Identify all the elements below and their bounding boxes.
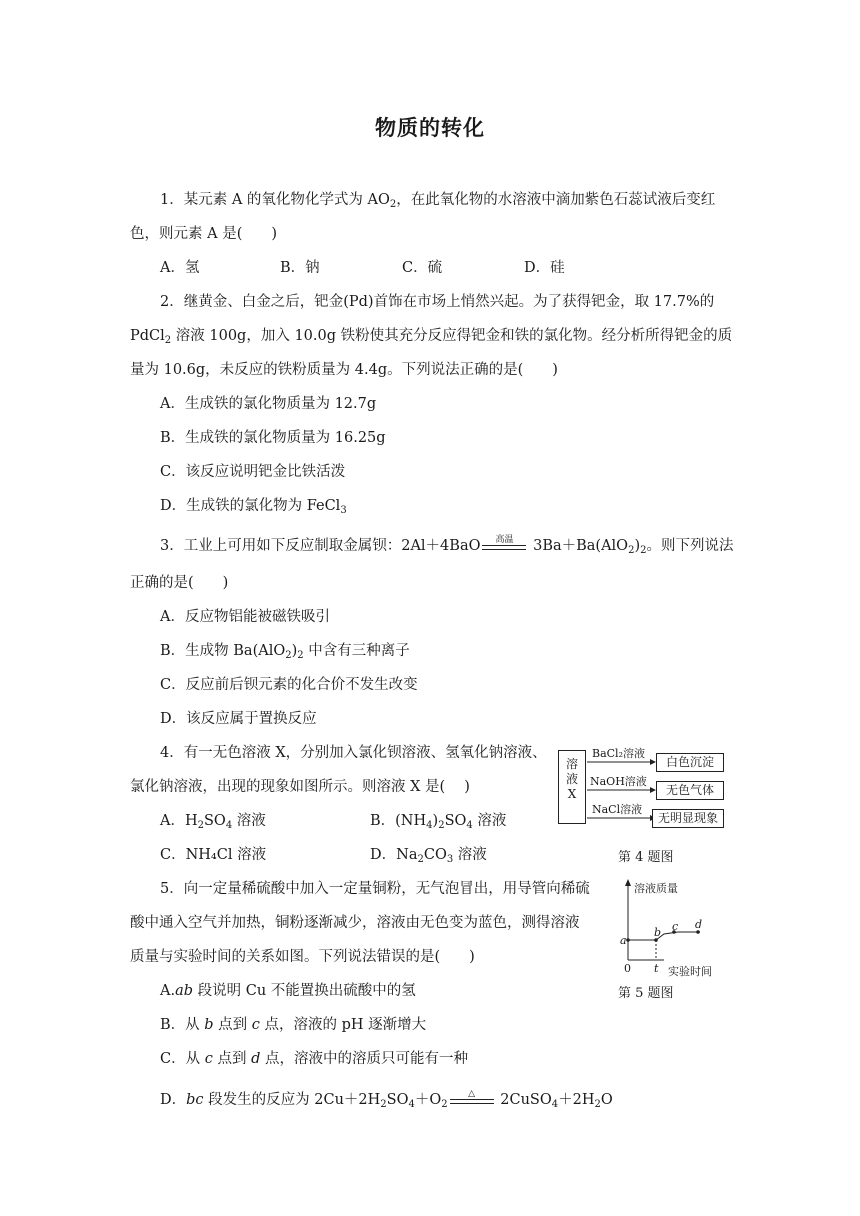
reagent-bacl2: BaCl₂溶液 <box>592 747 645 760</box>
q3-option-b: B．生成物 $Ba(AlO_2)_2$ 中含有三种离子 <box>160 643 410 661</box>
q4-option-d: D．$Na_2CO_3$ 溶液 <box>370 847 487 865</box>
q1-option-c: C．硫 <box>402 260 443 276</box>
q5-option-a: A.ab 段说明 Cu 不能置换出硫酸中的氢 <box>160 983 416 999</box>
q3-line-1: 3．工业上可用如下反应制取金属钡：2Al＋4BaO 高温 $3Ba+Ba(AlO_2)_2$。则下列说法 <box>160 535 734 556</box>
q2-option-b: B．生成铁的氯化物质量为 16.25g <box>160 430 386 446</box>
figure-5-graph <box>608 876 738 976</box>
x-axis-label: 实验时间 <box>668 965 712 978</box>
q4-option-c: C．NH₄Cl 溶液 <box>160 847 267 863</box>
result-white-precipitate: 白色沉淀 <box>656 753 724 772</box>
q5-option-c: C．从 c 点到 d 点，溶液中的溶质只可能有一种 <box>160 1051 468 1067</box>
solution-x-box: 溶 液 X <box>558 750 586 824</box>
figure-4-caption: 第 4 题图 <box>618 850 674 865</box>
q1-option-a: A．氢 <box>160 260 200 276</box>
q5-line-2: 酸中通入空气并加热，铜粉逐渐减少，溶液由无色变为蓝色，测得溶液 <box>130 915 580 931</box>
figure-5-caption: 第 5 题图 <box>618 986 674 1001</box>
q2-option-d: D．生成铁的氯化物为 FeCl$_3$ <box>160 498 347 516</box>
q5-line-1: 5．向一定量稀硫酸中加入一定量铜粉，无气泡冒出，用导管向稀硫 <box>160 881 590 897</box>
figure-4-diagram <box>558 742 738 832</box>
reaction-condition-high-temp: 高温 <box>480 536 528 556</box>
t-label: t <box>654 962 659 975</box>
q2-line-3: 量为 10.6g，未反应的铁粉质量为 4.4g。下列说法正确的是( ) <box>130 362 558 378</box>
q2-line-1: 2．继黄金、白金之后，钯金(Pd)首饰在市场上悄然兴起。为了获得钯金，取 17.7%的 <box>160 294 715 310</box>
point-d-label: d <box>695 918 703 931</box>
result-no-change: 无明显现象 <box>652 809 724 828</box>
q2-option-a: A．生成铁的氯化物质量为 12.7g <box>160 396 377 412</box>
point-c-label: c <box>672 920 679 933</box>
result-colorless-gas: 无色气体 <box>656 781 724 800</box>
q1-option-d: D．硅 <box>524 260 565 276</box>
origin-label: 0 <box>624 962 631 975</box>
y-axis-label: 溶液质量 <box>634 882 678 895</box>
q3-option-c: C．反应前后钡元素的化合价不发生改变 <box>160 677 418 693</box>
q4-option-a: A．$H_2SO_4$ 溶液 <box>160 813 266 831</box>
q2-line-2: PdCl$_2$ 溶液 100g，加入 10.0g 铁粉使其充分反应得钯金和铁的氯化物。经分析所得钯金的质 <box>130 328 733 346</box>
q5-option-b: B．从 b 点到 c 点，溶液的 pH 逐渐增大 <box>160 1017 427 1033</box>
q3-option-a: A．反应物铝能被磁铁吸引 <box>160 609 330 625</box>
point-b-label: b <box>654 926 662 939</box>
q4-option-b: B．$(NH_4)_2SO_4$ 溶液 <box>370 813 507 831</box>
q3-option-d: D．该反应属于置换反应 <box>160 711 317 727</box>
page-title: 物质的转化 <box>375 116 485 140</box>
reagent-naoh: NaOH溶液 <box>590 775 647 788</box>
q1-option-b: B．钠 <box>280 260 320 276</box>
q5-option-d: D．bc 段发生的反应为 $2Cu+2H_2SO_4+O_2$ △ $2CuSO_4+2H_2O$ <box>160 1089 613 1110</box>
q4-line-1: 4．有一无色溶液 X，分别加入氯化钡溶液、氢氧化钠溶液、 <box>160 745 547 761</box>
q4-line-2: 氯化钠溶液，出现的现象如图所示。则溶液 X 是( ) <box>130 779 470 795</box>
q5-line-3: 质量与实验时间的关系如图。下列说法错误的是( ) <box>130 949 475 965</box>
q3-line-2: 正确的是( ) <box>130 575 229 591</box>
q1-options <box>160 258 720 278</box>
q2-option-c: C．该反应说明钯金比铁活泼 <box>160 464 346 480</box>
reaction-condition-heat: △ <box>448 1090 496 1110</box>
q1-line-2: 色，则元素 A 是( ) <box>130 226 278 242</box>
reagent-nacl: NaCl溶液 <box>592 803 643 816</box>
point-a-label: a <box>620 934 627 947</box>
q1-line-1: 1．某元素 A 的氧化物化学式为 $AO_2$，在此氧化物的水溶液中滴加紫色石蕊试液后变红 <box>160 192 716 210</box>
